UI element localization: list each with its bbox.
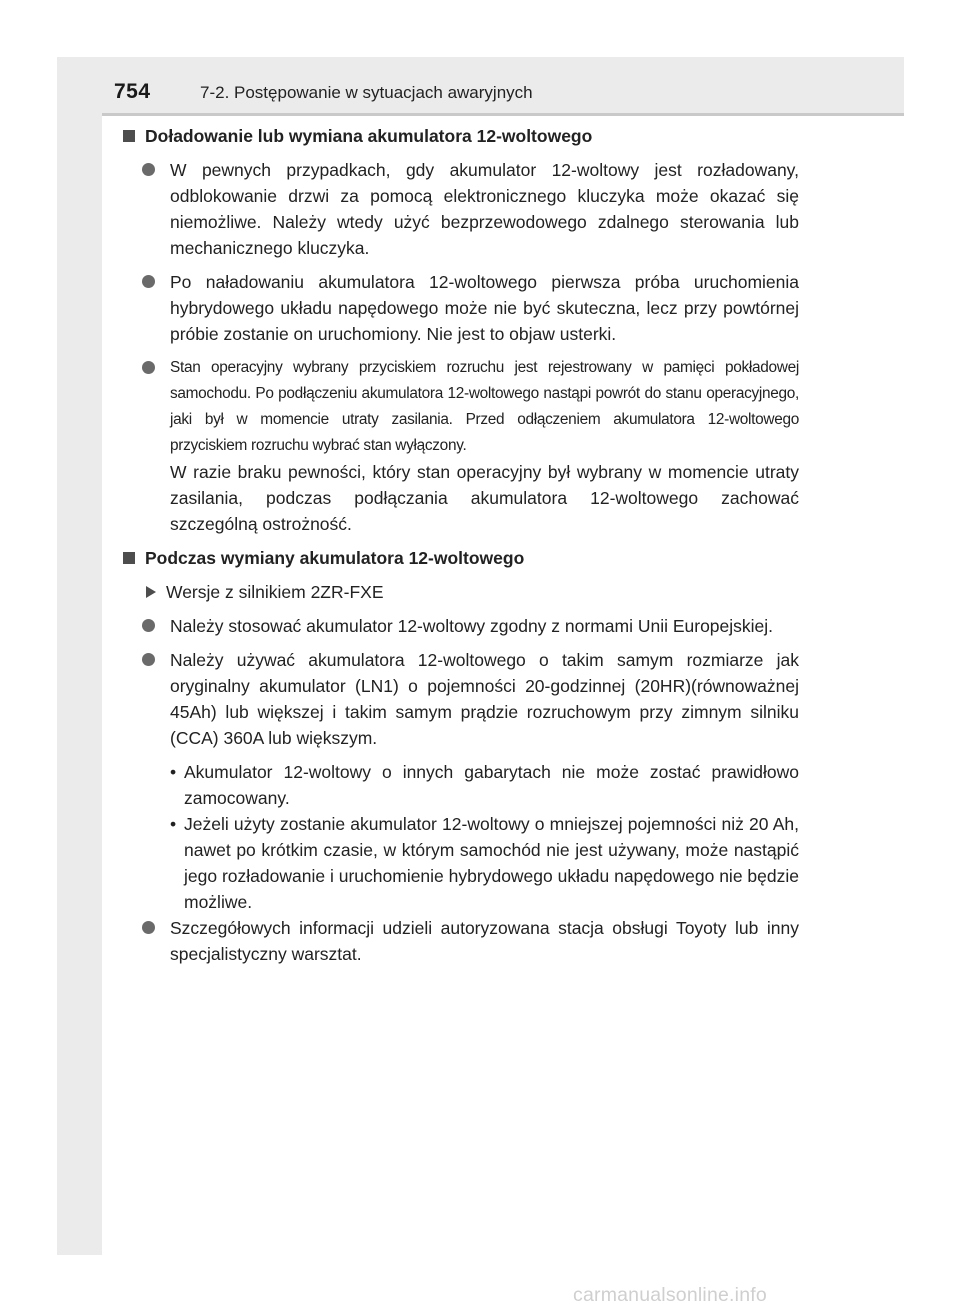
sub-list [121, 759, 799, 915]
bullet-text: Szczegółowych informacji udzieli autoryzowana stacja obsługi Toyoty lub inny specjalistyczny warsztat. [170, 918, 799, 964]
bullet-text: Należy używać akumulatora 12-woltowego o takim samym rozmiarze jak oryginalny akumulator (LN1) o pojemności 20-godzinnej (20HR)(równoważnej 45Ah) lub większej i takim samym prądzie rozruchowym przy zimnym silniku (CCA) 360A lub większym. [170, 650, 799, 748]
bullet-item [121, 355, 799, 459]
bullet-item [121, 613, 799, 639]
bullet-item [121, 157, 799, 261]
sub-item-text: Jeżeli użyty zostanie akumulator 12-woltowy o mniejszej pojemności niż 20 Ah, nawet po krótkim czasie, w którym samochód nie jest używany, może nastąpić jego rozładowanie i uruchomienie hybrydowego układu napędowego nie będzie możliwe. [184, 814, 799, 912]
sub-bullet-mark: • [170, 814, 177, 834]
sub-list-item [121, 759, 799, 811]
side-strip [57, 57, 102, 1255]
section-title: 7-2. Postępowanie w sytuacjach awaryjnych [200, 83, 533, 102]
bullet-item [121, 269, 799, 347]
circle-bullet-icon [142, 619, 155, 632]
sub-list-item [121, 811, 799, 915]
section-heading-battery-replacement [121, 545, 799, 571]
heading-text: Podczas wymiany akumulatora 12-woltowego [145, 548, 525, 568]
bullet-text: Należy stosować akumulator 12-woltowy zgodny z normami Unii Europejskiej. [170, 616, 774, 636]
circle-bullet-icon [142, 275, 155, 288]
bullet-item [121, 915, 799, 967]
heading-text: Doładowanie lub wymiana akumulatora 12-woltowego [145, 126, 593, 146]
section-heading-battery-recharge [121, 123, 799, 149]
variant-text: Wersje z silnikiem 2ZR-FXE [166, 582, 384, 602]
bullet-text: Po naładowaniu akumulatora 12-woltowego pierwsza próba uruchomienia hybrydowego układu napędowego może nie być skuteczna, lecz przy powtórnej próbie zostanie on uruchomiony. Nie jest to objaw usterki. [170, 272, 799, 344]
page-content [121, 123, 799, 975]
bullet-text: Stan operacyjny wybrany przyciskiem rozruchu jest rejestrowany w pamięci pokładowej samochodu. Po podłączeniu akumulatora 12-woltowego nastąpi powrót do stanu operacyjnego, jaki był w momencie utraty zasilania. Przed odłączeniem akumulatora 12-woltowego przyciskiem rozruchu wybrać stan wyłączony. [170, 359, 799, 454]
triangle-right-icon [146, 586, 156, 598]
variant-label [121, 579, 799, 605]
circle-bullet-icon [142, 163, 155, 176]
bullet-item [121, 647, 799, 751]
page-number: 754 [114, 80, 151, 103]
header-divider [102, 113, 904, 116]
circle-bullet-icon [142, 921, 155, 934]
square-bullet-icon [123, 130, 135, 142]
circle-bullet-icon [142, 653, 155, 666]
square-bullet-icon [123, 552, 135, 564]
circle-bullet-icon [142, 361, 155, 374]
watermark-text: carmanualsonline.info [573, 1284, 767, 1306]
sub-item-text: Akumulator 12-woltowy o innych gabarytach nie może zostać prawidłowo zamocowany. [184, 762, 799, 808]
bullet-followup-text: W razie braku pewności, który stan operacyjny był wybrany w momencie utraty zasilania, podczas podłączania akumulatora 12-woltowego zachować szczególną ostrożność. [170, 462, 799, 534]
bullet-text: W pewnych przypadkach, gdy akumulator 12-woltowy jest rozładowany, odblokowanie drzwi za pomocą elektronicznego kluczyka może okazać się niemożliwe. Należy wtedy użyć bezprzewodowego zdalnego sterowania lub mechanicznego kluczyka. [170, 160, 799, 258]
sub-bullet-mark: • [170, 762, 177, 782]
